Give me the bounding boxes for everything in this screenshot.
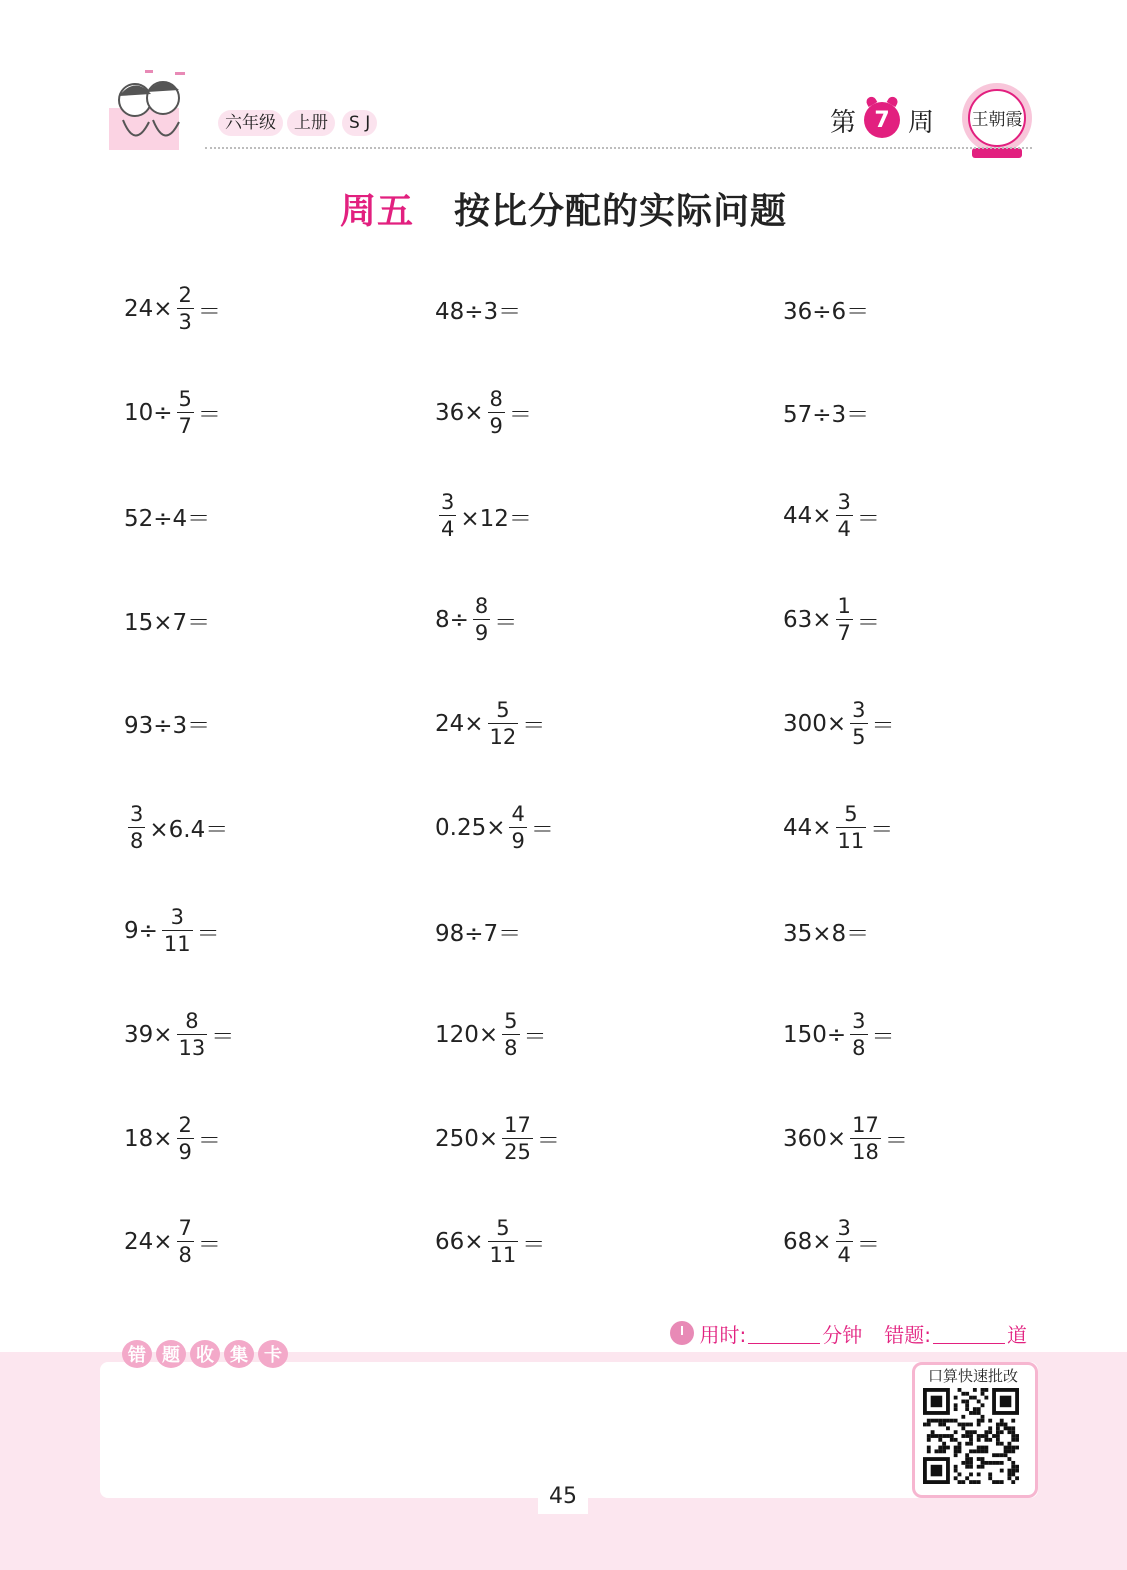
problem-text: ＝ — [196, 920, 220, 947]
problem-item — [124, 481, 210, 551]
problem-text: ＝ — [522, 713, 546, 740]
problem-text: ＝ — [211, 1024, 235, 1051]
problem-text: 44× — [783, 814, 832, 841]
fraction — [177, 1112, 194, 1164]
fraction — [509, 801, 526, 853]
volume-badge: 上册 — [287, 110, 335, 136]
fraction — [502, 1112, 533, 1164]
problem-text: ＝ — [870, 817, 894, 843]
problem-item — [435, 896, 521, 966]
fraction — [502, 1008, 519, 1060]
problem-text: 0.25× — [435, 814, 506, 841]
fraction-denominator: 7 — [837, 621, 851, 646]
problem-text: 66× — [435, 1229, 484, 1256]
problem-text: ×12＝ — [460, 505, 532, 532]
fraction — [836, 596, 853, 644]
fraction — [128, 801, 145, 853]
problem-text: 35×8＝ — [783, 920, 870, 947]
errors-blank[interactable] — [933, 1323, 1005, 1344]
fraction-numerator: 3 — [170, 905, 184, 930]
grade-badge: 六年级 — [218, 110, 283, 136]
fraction-numerator: 7 — [178, 1216, 192, 1241]
problem-item — [124, 1104, 221, 1174]
problem-item — [435, 1207, 545, 1277]
error-collection-card-label — [122, 1340, 288, 1368]
problem-item — [783, 378, 869, 448]
problem-text: ＝ — [522, 1231, 546, 1258]
fraction-denominator: 12 — [489, 724, 517, 749]
problem-item — [124, 274, 221, 344]
fraction-denominator: 7 — [178, 413, 192, 438]
fraction — [850, 697, 867, 749]
problem-text: 57÷3＝ — [783, 402, 870, 429]
problem-item — [783, 1000, 895, 1070]
problem-item — [435, 1000, 547, 1070]
time-unit: 分钟 — [822, 1322, 863, 1347]
problem-text: 150÷ — [783, 1021, 847, 1048]
problem-item — [783, 793, 893, 863]
fraction-denominator: 3 — [178, 310, 192, 334]
problem-text: ＝ — [197, 1128, 221, 1155]
problem-text: ＝ — [197, 298, 221, 325]
problem-item — [435, 585, 517, 655]
fraction — [177, 1008, 208, 1060]
problem-text: ＝ — [508, 402, 532, 429]
fraction-denominator: 8 — [130, 828, 144, 853]
time-error-record — [670, 1316, 1028, 1350]
fraction-denominator: 4 — [837, 517, 851, 542]
problem-item — [783, 1104, 908, 1174]
problem-text: 63× — [783, 607, 832, 634]
fraction — [162, 907, 193, 955]
fraction — [850, 1112, 881, 1164]
problem-text: ＝ — [530, 817, 554, 843]
time-blank[interactable] — [748, 1323, 820, 1344]
problem-text: 10÷ — [124, 399, 173, 426]
fraction — [488, 386, 505, 438]
fraction-numerator: 8 — [474, 594, 489, 619]
error-collection-card[interactable] — [100, 1362, 1038, 1498]
fraction-denominator: 8 — [504, 1035, 518, 1060]
problem-text: ＝ — [856, 1231, 880, 1258]
mascot-illustration — [105, 70, 210, 158]
stopwatch-icon — [670, 1321, 694, 1345]
problem-item — [124, 378, 221, 448]
problem-item — [124, 1000, 234, 1070]
problem-item — [783, 481, 880, 551]
problem-text: 36÷6＝ — [783, 298, 870, 325]
problem-text: 15×7＝ — [124, 609, 211, 636]
fraction-numerator: 4 — [511, 801, 525, 826]
errors-unit: 道 — [1007, 1322, 1027, 1347]
problem-text: 36× — [435, 399, 484, 426]
problem-item — [783, 689, 895, 759]
card-label-char: 收 — [190, 1340, 220, 1368]
fraction-denominator: 9 — [474, 621, 489, 646]
fraction-numerator: 5 — [496, 697, 510, 722]
problem-item — [435, 481, 532, 551]
problem-text: ＝ — [884, 1128, 908, 1155]
edition-badge: S J — [342, 110, 377, 136]
problem-text: 300× — [783, 710, 847, 737]
fraction-numerator: 3 — [852, 697, 866, 722]
problem-item — [783, 274, 869, 344]
problem-text: 44× — [783, 503, 832, 530]
problem-item — [783, 585, 880, 655]
fraction-denominator: 25 — [504, 1139, 531, 1164]
problem-text: 93÷3＝ — [124, 713, 211, 740]
fraction-denominator: 9 — [178, 1139, 192, 1164]
fraction-denominator: 11 — [837, 828, 865, 853]
page-number: 45 — [538, 1480, 588, 1514]
problem-text: ＝ — [871, 1024, 895, 1051]
problem-text: 52÷4＝ — [124, 505, 211, 532]
week-indicator — [830, 96, 934, 144]
fraction-denominator: 11 — [489, 1243, 517, 1268]
fraction — [488, 697, 519, 749]
fraction-denominator: 4 — [837, 1243, 851, 1268]
fraction — [439, 492, 456, 540]
week-prefix: 第 — [830, 107, 857, 138]
fraction-numerator: 5 — [178, 386, 192, 411]
card-label-char: 题 — [156, 1340, 186, 1368]
header-divider — [205, 147, 1032, 149]
problem-item — [124, 585, 210, 655]
problem-text: 9÷ — [124, 918, 158, 945]
card-label-char: 集 — [224, 1340, 254, 1368]
fraction-denominator: 18 — [852, 1139, 879, 1164]
fraction — [836, 492, 853, 540]
problem-item — [783, 1207, 880, 1277]
problem-text: ＝ — [523, 1024, 547, 1051]
fraction-numerator: 8 — [185, 1008, 199, 1033]
fraction-denominator: 8 — [178, 1243, 192, 1268]
problem-text: 68× — [783, 1229, 832, 1256]
fraction-numerator: 3 — [837, 1216, 851, 1241]
fraction-numerator: 2 — [178, 283, 192, 307]
problem-text: ＝ — [197, 402, 221, 429]
problem-text: ＝ — [856, 505, 880, 532]
brand-name: 王朝霞 — [971, 110, 1023, 130]
problem-text: 24× — [124, 296, 173, 322]
problem-item — [435, 1104, 560, 1174]
problem-text: ＝ — [197, 1231, 221, 1258]
problem-text: 18× — [124, 1125, 173, 1152]
qr-caption: 口算快速批改 — [927, 1367, 1018, 1385]
problem-text: 39× — [124, 1021, 173, 1048]
fraction-numerator: 17 — [504, 1112, 531, 1137]
problem-text: ×6.4＝ — [149, 817, 229, 843]
problem-text: 360× — [783, 1125, 847, 1152]
time-label: 用时: — [699, 1322, 747, 1347]
fraction — [177, 285, 194, 333]
fraction — [836, 1218, 853, 1266]
fraction-numerator: 5 — [496, 1216, 510, 1241]
fraction-numerator: 3 — [130, 801, 144, 826]
problem-item — [124, 793, 228, 863]
week-number-clock-icon: 7 — [864, 102, 900, 138]
problem-item — [783, 896, 869, 966]
card-label-char: 错 — [122, 1340, 152, 1368]
fraction-numerator: 2 — [178, 1112, 192, 1137]
problem-text: ＝ — [871, 713, 895, 740]
problem-text: ＝ — [494, 609, 518, 636]
problem-text: 120× — [435, 1021, 499, 1048]
problem-item — [435, 793, 554, 863]
errors-label: 错题: — [884, 1322, 931, 1347]
page-title — [0, 183, 1127, 234]
problem-item — [435, 274, 521, 344]
problem-item — [124, 689, 210, 759]
fraction-numerator: 8 — [489, 386, 503, 411]
fraction-numerator: 3 — [441, 490, 455, 515]
fraction — [836, 801, 867, 853]
fraction-numerator: 3 — [852, 1008, 866, 1033]
fraction — [177, 1218, 194, 1266]
fraction — [473, 596, 490, 644]
fraction-numerator: 1 — [837, 594, 851, 619]
fraction-numerator: 5 — [844, 801, 858, 826]
problem-item — [435, 378, 532, 448]
fraction-denominator: 9 — [489, 413, 503, 438]
problem-text: ＝ — [856, 609, 880, 636]
problem-text: 24× — [124, 1229, 173, 1256]
week-suffix: 周 — [908, 107, 935, 138]
qr-code-icon[interactable] — [922, 1388, 1020, 1484]
problem-text: 250× — [435, 1125, 499, 1152]
problem-text: 48÷3＝ — [435, 298, 522, 325]
title-topic: 按比分配的实际问题 — [454, 191, 788, 232]
fraction-denominator: 4 — [441, 517, 455, 542]
problem-item — [124, 1207, 221, 1277]
fraction-denominator: 5 — [852, 724, 866, 749]
problem-text: 8÷ — [435, 607, 469, 634]
fraction-numerator: 5 — [504, 1008, 518, 1033]
fraction-denominator: 11 — [163, 932, 191, 957]
fraction — [850, 1008, 867, 1060]
fraction-denominator: 13 — [178, 1035, 206, 1060]
problem-item — [435, 689, 545, 759]
problem-text: 98÷7＝ — [435, 920, 522, 947]
card-label-char: 卡 — [258, 1340, 288, 1368]
fraction — [177, 386, 194, 438]
problem-text: ＝ — [536, 1128, 560, 1155]
fraction-numerator: 3 — [837, 490, 851, 515]
title-day: 周五 — [339, 191, 414, 232]
fraction-numerator: 17 — [852, 1112, 879, 1137]
problem-item — [124, 896, 220, 966]
problem-text: 24× — [435, 710, 484, 737]
fraction-denominator: 8 — [852, 1035, 866, 1060]
fraction-denominator: 9 — [511, 828, 525, 853]
fraction — [488, 1218, 519, 1266]
